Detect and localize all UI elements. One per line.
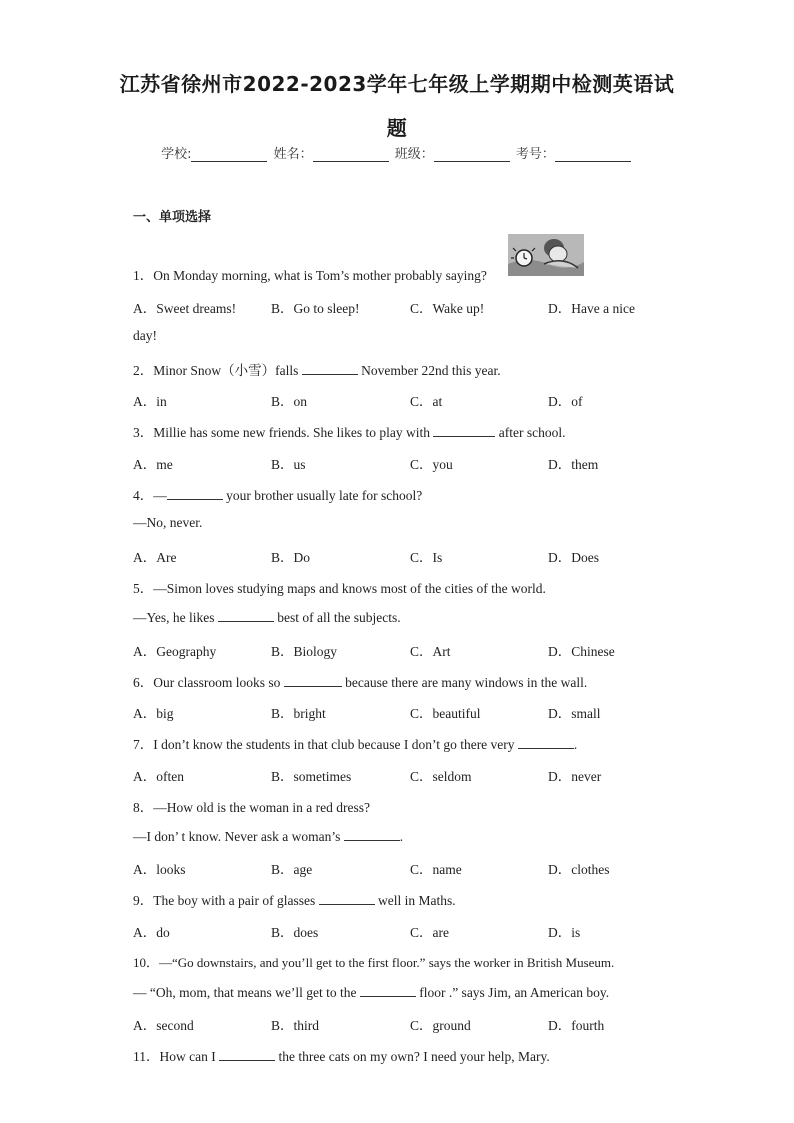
question-10-reply: — “Oh, mom, that means we’ll get to the floor .” says Jim, an American boy. (133, 985, 610, 1000)
page-title-line1: 江苏省徐州市2022-2023学年七年级上学期期中检测英语试 (119, 72, 675, 96)
student-info-row (0, 143, 794, 162)
class-blank[interactable] (434, 147, 510, 162)
answer-blank[interactable] (344, 827, 400, 841)
answer-blank[interactable] (360, 983, 416, 997)
option-c[interactable]: C．ground (410, 1018, 471, 1033)
option-a[interactable]: A．Are (133, 550, 177, 565)
question-5-stem: 5．—Simon loves studying maps and knows most of the cities of the world. (133, 581, 546, 596)
option-d[interactable]: D．of (548, 394, 583, 409)
option-b[interactable]: B．Biology (271, 644, 338, 659)
page-title-line2: 题 (386, 116, 408, 140)
question-8-options (133, 858, 693, 876)
question-8-stem: 8．—How old is the woman in a red dress? (133, 800, 370, 815)
option-c[interactable]: C．Is (410, 550, 443, 565)
option-a[interactable]: A．looks (133, 862, 186, 877)
question-2-options (133, 390, 693, 408)
question-7-stem: 7．I don’t know the students in that club because I don’t go there very . (133, 737, 578, 752)
answer-blank[interactable] (319, 891, 375, 905)
option-a[interactable]: A．often (133, 769, 184, 784)
question-4-options (133, 546, 693, 564)
school-blank[interactable] (191, 147, 267, 162)
question-2-stem: 2．Minor Snow（小雪）falls November 22nd this year. (133, 363, 501, 378)
option-d[interactable]: D．Have a nice (548, 301, 635, 316)
number-label: 考号： (515, 147, 555, 162)
option-b[interactable]: B．third (271, 1018, 320, 1033)
option-b[interactable]: B．us (271, 457, 306, 472)
answer-blank[interactable] (518, 735, 574, 749)
question-3-options (133, 453, 693, 471)
question-10-stem: 10．—“Go downstairs, and you’ll get to the first floor.” says the worker in British Museum. (133, 955, 615, 970)
question-5-reply: —Yes, he likes best of all the subjects. (133, 610, 401, 625)
option-c[interactable]: C．Art (410, 644, 451, 659)
answer-blank[interactable] (218, 608, 274, 622)
question-8-reply: —I don’ t know. Never ask a woman’s . (133, 829, 404, 844)
option-d[interactable]: D．them (548, 457, 599, 472)
alarm-clock-illustration (508, 234, 584, 276)
option-b[interactable]: B．age (271, 862, 313, 877)
option-d[interactable]: D．is (548, 925, 581, 940)
option-c[interactable]: C．seldom (410, 769, 472, 784)
answer-blank[interactable] (284, 673, 342, 687)
option-a[interactable]: A．big (133, 706, 174, 721)
option-c[interactable]: C．name (410, 862, 462, 877)
question-10-options (133, 1014, 693, 1032)
option-a[interactable]: A．do (133, 925, 170, 940)
option-c[interactable]: C．beautiful (410, 706, 481, 721)
name-blank[interactable] (313, 147, 389, 162)
option-c[interactable]: C．are (410, 925, 449, 940)
option-b[interactable]: B．bright (271, 706, 326, 721)
option-b[interactable]: B．Do (271, 550, 311, 565)
option-c[interactable]: C．at (410, 394, 443, 409)
section-heading: 一、单项选择 (133, 210, 212, 225)
option-d[interactable]: D．Chinese (548, 644, 615, 659)
option-d[interactable]: D．clothes (548, 862, 610, 877)
question-6-options (133, 702, 693, 720)
answer-blank[interactable] (167, 486, 223, 500)
question-4-reply: —No, never. (133, 515, 203, 530)
question-4-stem: 4．— your brother usually late for school? (133, 488, 423, 503)
option-a[interactable]: A．second (133, 1018, 194, 1033)
question-1-stem: 1．On Monday morning, what is Tom’s mother probably saying? (133, 268, 487, 283)
answer-blank[interactable] (219, 1047, 275, 1061)
option-c[interactable]: C．you (410, 457, 453, 472)
question-9-options (133, 921, 693, 939)
question-7-options (133, 765, 693, 783)
number-blank[interactable] (555, 147, 631, 162)
question-9-stem: 9．The boy with a pair of glasses well in Maths. (133, 893, 456, 908)
option-a[interactable]: A．Sweet dreams! (133, 301, 237, 316)
question-1-options (133, 297, 693, 315)
option-a[interactable]: A．in (133, 394, 167, 409)
option-d[interactable]: D．small (548, 706, 601, 721)
school-label: 学校: (161, 147, 192, 162)
question-1-option-continuation: day! (133, 328, 157, 343)
question-6-stem: 6．Our classroom looks so because there are many windows in the wall. (133, 675, 588, 690)
option-c[interactable]: C．Wake up! (410, 301, 485, 316)
option-d[interactable]: D．never (548, 769, 602, 784)
option-d[interactable]: D．Does (548, 550, 599, 565)
question-5-options (133, 640, 693, 658)
option-a[interactable]: A．Geography (133, 644, 217, 659)
name-label: 姓名： (273, 147, 313, 162)
question-3-stem: 3．Millie has some new friends. She likes to play with after school. (133, 425, 566, 440)
option-b[interactable]: B．does (271, 925, 319, 940)
option-b[interactable]: B．Go to sleep! (271, 301, 360, 316)
answer-blank[interactable] (433, 423, 495, 437)
option-d[interactable]: D．fourth (548, 1018, 605, 1033)
question-11-stem: 11．How can I the three cats on my own? I need your help, Mary. (133, 1049, 550, 1064)
option-b[interactable]: B．sometimes (271, 769, 352, 784)
option-a[interactable]: A．me (133, 457, 173, 472)
class-label: 班级： (394, 147, 434, 162)
answer-blank[interactable] (302, 361, 358, 375)
option-b[interactable]: B．on (271, 394, 308, 409)
